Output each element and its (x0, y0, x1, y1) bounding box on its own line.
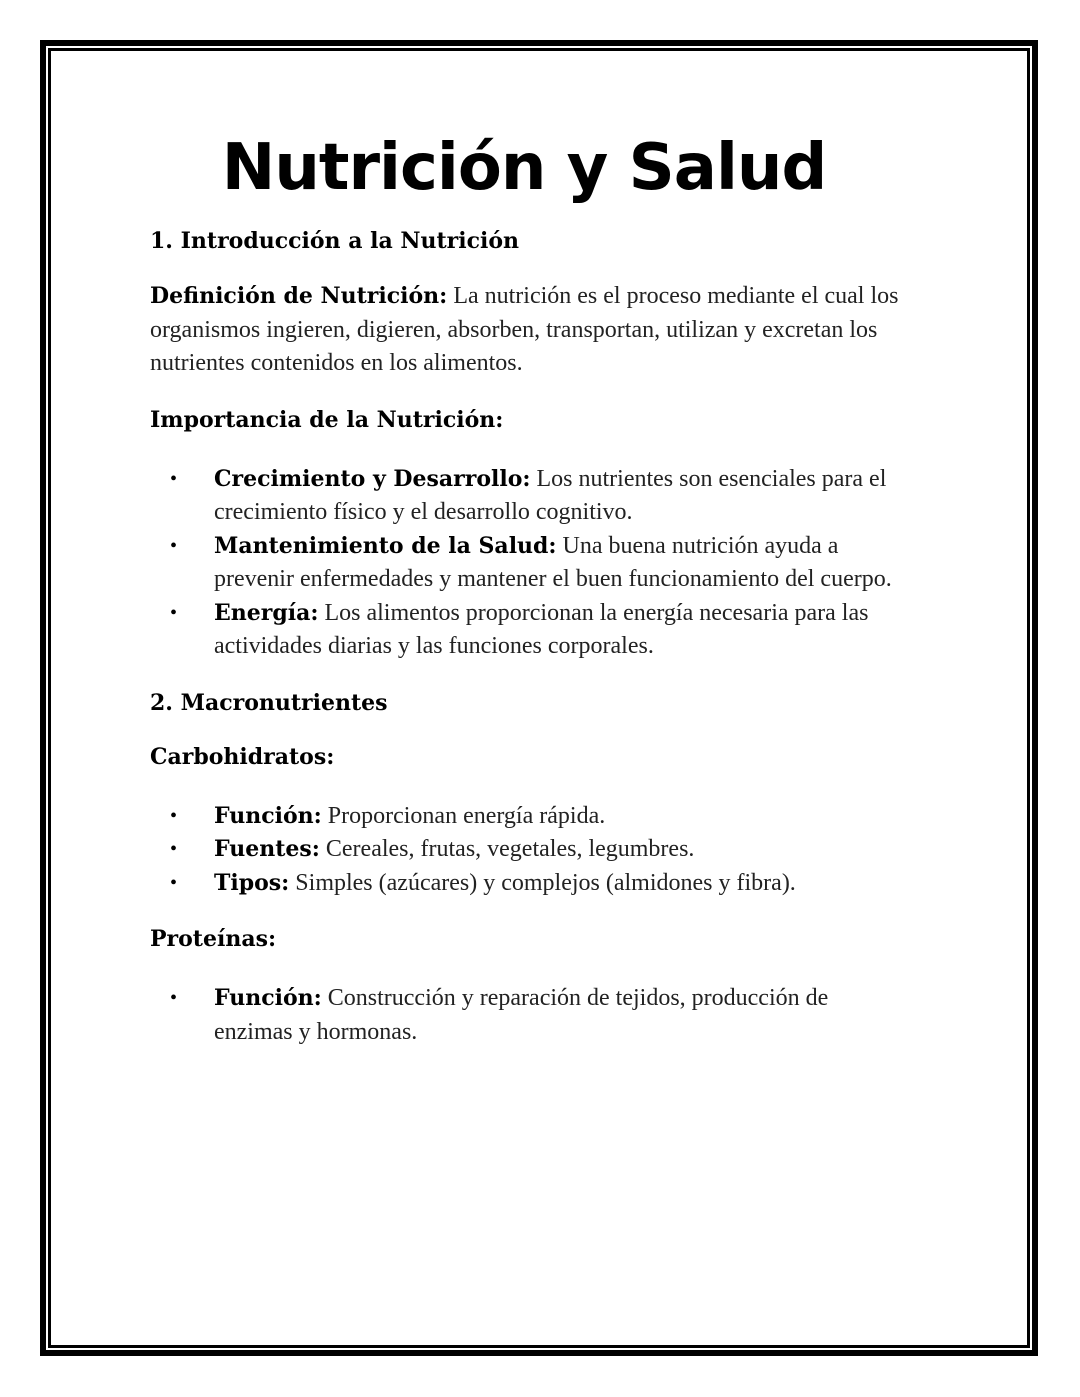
list-item-label: Fuentes: (214, 836, 320, 862)
carbohydrates-heading: Carbohidratos: (150, 743, 335, 770)
bullet-icon: • (170, 804, 178, 827)
list-item-label: Función: (214, 802, 322, 829)
list-item-protein-function (150, 982, 910, 1049)
bullet-icon: • (170, 987, 178, 1009)
definition-text: La nutrición es el proceso mediante el cual los organismos ingieren, digieren, absorben, transportan, utilizan y excretan los nutrientes contenidos en los alimentos. (150, 283, 899, 376)
bullet-icon: • (170, 871, 178, 894)
list-item-sources (150, 833, 910, 867)
importance-heading: Importancia de la Nutrición: (150, 406, 504, 433)
list-item-function (150, 800, 910, 834)
list-item-text: Los alimentos proporcionan la energía necesaria para las actividades diarias y las funciones corporales. (214, 599, 869, 659)
section-heading-introduction: 1. Introducción a la Nutrición (150, 228, 520, 254)
list-item-text: Proporcionan energía rápida. (321, 802, 606, 829)
list-item-text: Cereales, frutas, vegetales, legumbres. (319, 836, 695, 862)
list-item-health (150, 530, 910, 597)
carbohydrates-list (150, 800, 910, 901)
list-item-text: Una buena nutrición ayuda a prevenir enfermedades y mantener el buen funcionamiento del cuerpo. (214, 532, 892, 592)
bullet-icon: • (170, 467, 178, 490)
list-item-energy (150, 597, 910, 664)
definition-label: Definición de Nutrición: (150, 283, 448, 309)
definition-paragraph (150, 280, 910, 381)
document-body (150, 128, 910, 1073)
importance-list (150, 463, 910, 664)
list-item-label: Energía: (214, 599, 319, 626)
list-item-text: Simples (azúcares) y complejos (almidones y fibra). (289, 869, 796, 896)
list-item-text: Los nutrientes son esenciales para el crecimiento físico y el desarrollo cognitivo. (214, 465, 887, 525)
section-heading-macronutrients: 2. Macronutrientes (150, 689, 388, 716)
list-item-label: Crecimiento y Desarrollo: (214, 465, 531, 492)
list-item-types (150, 867, 910, 901)
proteins-list (150, 982, 910, 1049)
bullet-icon: • (170, 838, 178, 860)
list-item-label: Mantenimiento de la Salud: (214, 532, 557, 559)
list-item-label: Tipos: (214, 869, 290, 896)
bullet-icon: • (170, 534, 178, 557)
list-item-growth (150, 463, 910, 530)
list-item-text: Construcción y reparación de tejidos, producción de enzimas y hormonas. (214, 985, 829, 1045)
bullet-icon: • (170, 601, 178, 624)
proteins-heading: Proteínas: (150, 926, 277, 952)
page-title: Nutrición y Salud (221, 131, 827, 205)
list-item-label: Función: (214, 985, 322, 1011)
